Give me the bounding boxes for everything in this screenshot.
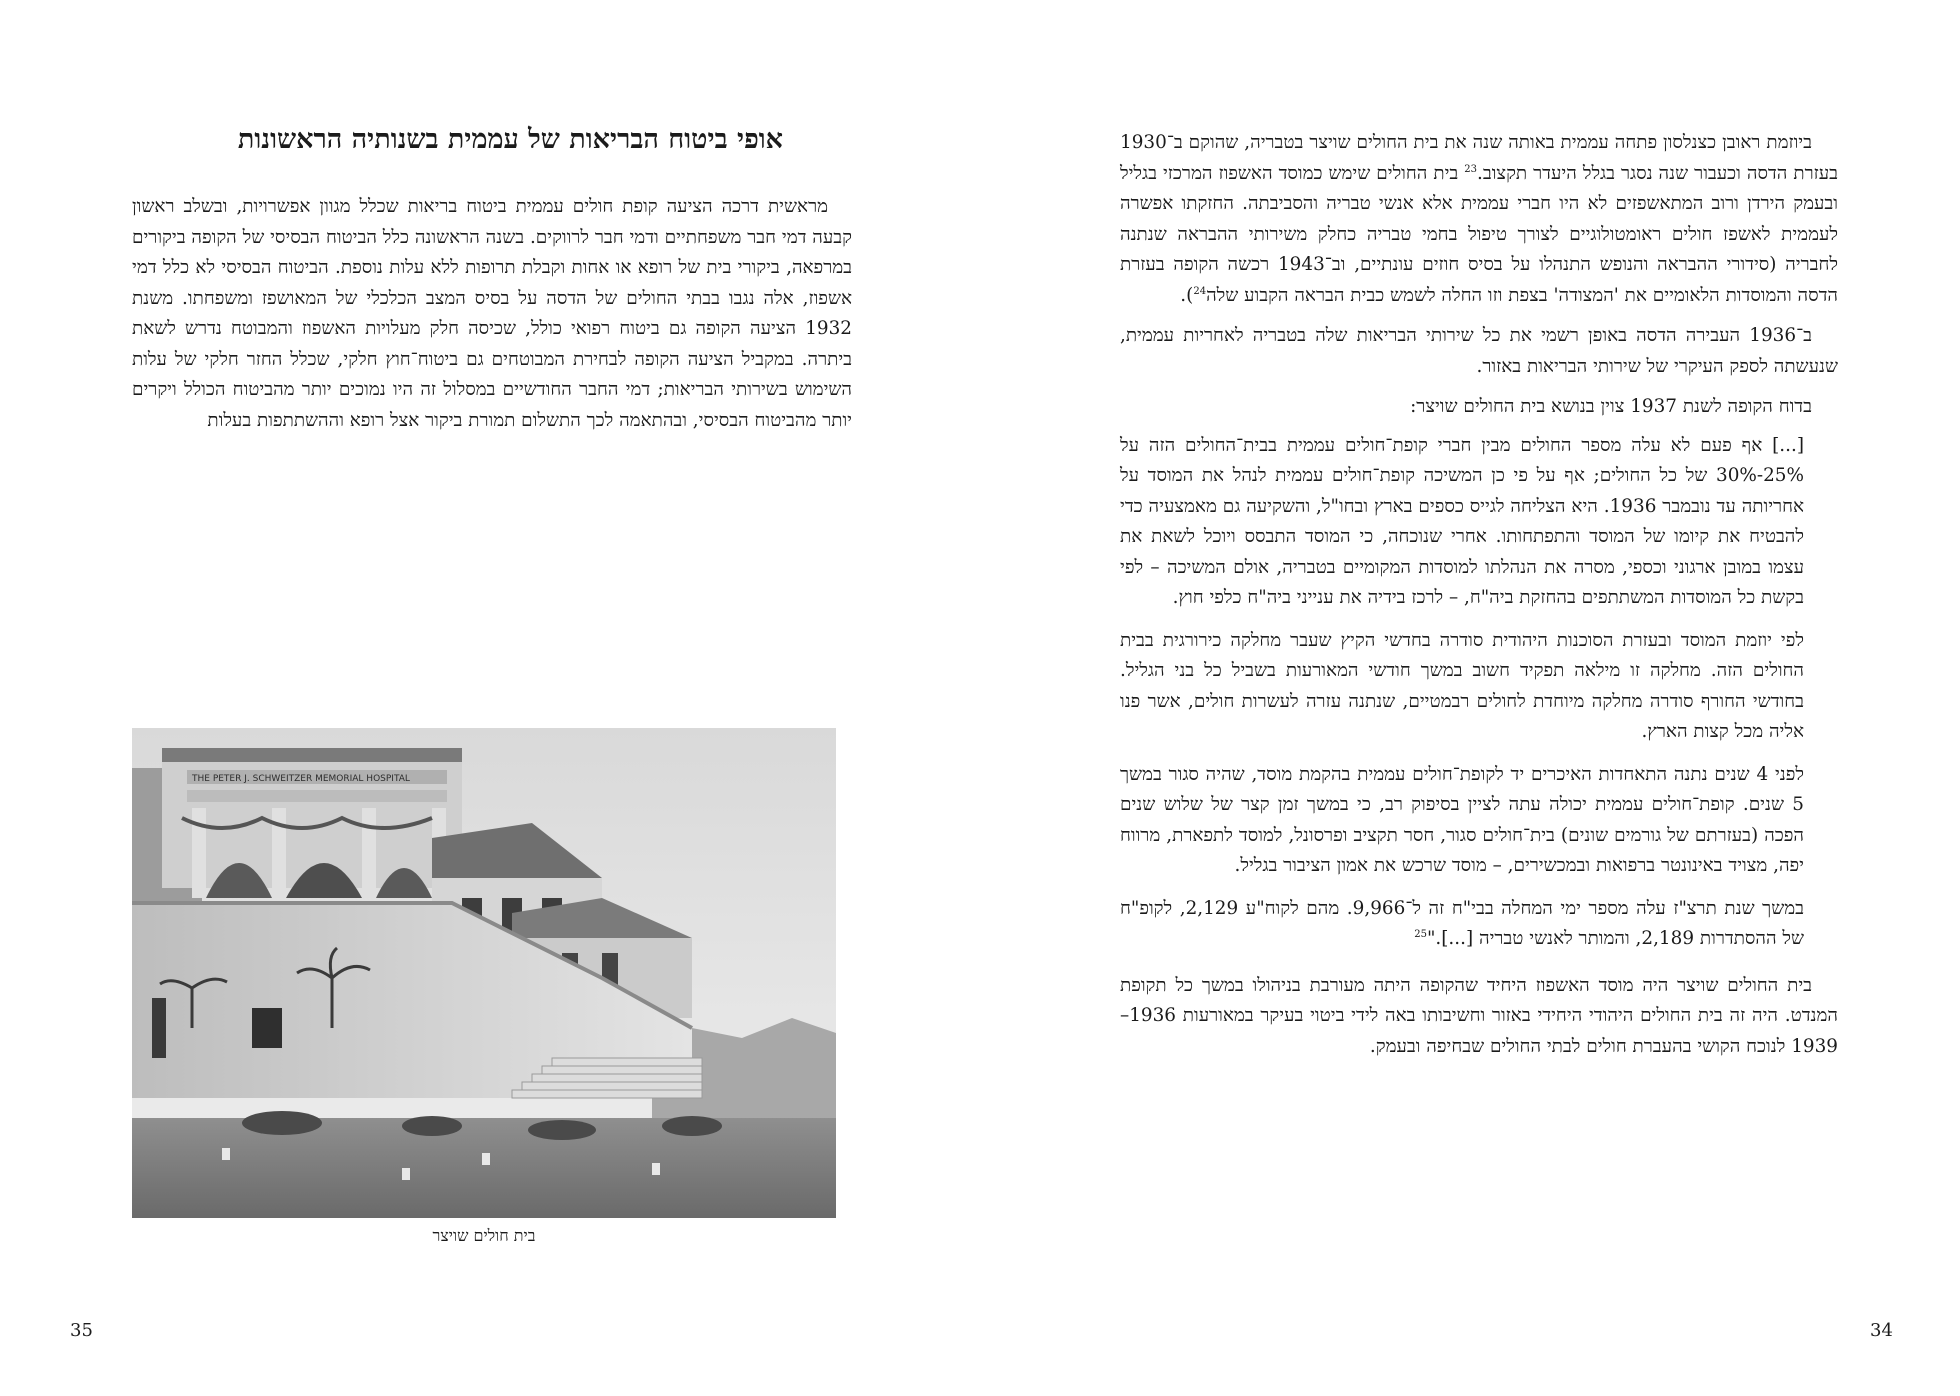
hospital-photo bbox=[132, 728, 836, 1218]
paragraph-mandate-role: בית החולים שויצר היה מוסד האשפוז היחיד שהקופה היתה מעורבת בניהולו במשך כל תקופת המנדט. היה זה בית החולים היהודי היחידי באזור וחשיבותו באה לידי ביטוי בעיקר במאורעות 1936–1939 לנוכח הקושי בהעברת חולים לבתי החולים שבחיפה ובעמק. bbox=[1120, 974, 1838, 1057]
footnote-23: 23 bbox=[1464, 163, 1478, 175]
page-number-left: 35 bbox=[70, 1320, 93, 1341]
left-body-paragraph: מראשית דרכה הציעה קופת חולים עממית ביטוח בריאות שכלל מגוון אפשרויות, ובשלב ראשון קבעה דמי חבר משפחתיים ודמי חבר לרווקים. בשנה הראשונה כלל הביטוח הבסיסי של הקופה ביקורים במרפאה, ביקורי בית של רופא או אחות וקבלת תרופות ללא עלות נוספת. הביטוח הבסיסי לא כלל דמי אשפוז, אלה נגבו בבתי החולים של הדסה על בסיס המצב הכלכלי של המאושפז ומשפחתו. משנת 1932 הציעה הקופה גם ביטוח רפואי כולל, שכיסה חלק מעלויות האשפוז והמבוטח נדרש לשאת ביתרה. במקביל הציעה הקופה לבחירת המבוטחים גם ביטוח־חוץ חלקי, שכלל החזר חלקי של עלות השימוש בשירותי הבריאות; דמי החבר החודשיים במסלול זה היו נמוכים יותר מהביטוח הכולל ויקרים יותר מהביטוח הבסיסי, ובהתאמה לכך התשלום תמורת ביקור אצל רופא וההשתתפות בעלות bbox=[132, 196, 852, 431]
footnote-24: 24 bbox=[1193, 285, 1207, 297]
paragraph-1936-transfer: ב־1936 העבירה הדסה באופן רשמי את כל שירותי הבריאות שלה בטבריה לאחריות עממית, שנעשתה לספק העיקרי של שירותי הבריאות באזור. bbox=[1120, 325, 1838, 377]
paragraph-schweitzer-intro: ביוזמת ראובן כצנלסון פתחה עממית באותה שנה את בית החולים שויצר בטבריה, שהוקם ב־1930 בעזרת הדסה וכעבור שנה נסגר בגלל היעדר תקצוב.$^{23}$ בית החולים שימש כמוסד האשפוז המרכזי בגליל ובעמק הירדן ורוב המתאשפזים לא היו חברי עממית אלא אנשי טבריה והסביבתה. החזקתו אפשרה לעממית לאשפז חולים ראומטולוגיים לצורך טיפול בחמי טבריה כחלק משירותי ההבראה שנתנה לחבריה (סידורי ההבראה והנופש התנהלו על בסיס חוזים עונתיים, וב־1943 רכשה הקופה בעזרת הדסה והמוסדות הלאומיים את 'המצודה' בצפת וזו החלה לשמש כבית הבראה הקבוע שלה$^{24}$). bbox=[1120, 132, 1839, 306]
section-title: אופי ביטוח הבריאות של עממית בשנותיה הראשונות bbox=[237, 124, 783, 155]
hospital-sign-text: THE PETER J. SCHWEITZER MEMORIAL HOSPITAL bbox=[192, 774, 410, 784]
quote-paragraph-4: במשך שנת תרצ"ז עלה מספר ימי המחלה בבי"ח זה ל־9,966. מהם לקוח"ע 2,129, לקופ"ח של ההסתדרות 2,189, והמותר לאנשי טבריה [...]."$^{25}$ bbox=[1120, 897, 1804, 949]
quote-intro: בדוח הקופה לשנת 1937 צוין בנושא בית החולים שויצר: bbox=[1410, 396, 1812, 417]
page-number-right: 34 bbox=[1870, 1320, 1893, 1341]
right-page bbox=[980, 0, 1960, 1396]
quote-paragraph-3: לפני 4 שנים נתנה התאחדות האיכרים יד לקופת־חולים עממית בהקמת מוסד, שהיה סגור במשך 5 שנים. קופת־חולים עממית יכולה עתה לציין בסיפוק רב, כי במשך זמן קצר של שלוש שנים הפכה (בעזרתם של גורמים שונים) בית־חולים סגור, חסר תקציב ופרסונל, למוסד לתפארת, מרווח יפה, מצויד באינונטר ברפואות ובמכשירים, – מוסד שרכש את אמון הציבור בגליל. bbox=[1120, 763, 1805, 876]
quote-paragraph-2: לפי יוזמת המוסד ובעזרת הסוכנות היהודית סודרה בחדשי הקיץ שעבר מחלקה כירורגית בבית החולים הזה. מחלקה זו מילאה תפקיד חשוב במשך חודשי המאורעות בשביל כל בני הגליל. בחודשי החורף סודרה מחלקה מיוחדת לחולים רבמטיים, שנתנה עזרה לעשרות חולים, אשר פנו אליה מכל קצות הארץ. bbox=[1120, 629, 1804, 742]
footnote-25: 25 bbox=[1414, 928, 1427, 940]
block-quote bbox=[1120, 431, 1838, 955]
quote-paragraph-1: [...] אף פעם לא עלה מספר החולים מבין חברי קופת־חולים עממית בבית־החולים הזה על 25%-30% של כל החולים; אף על פי כן המשיכה קופת־חולים עממית לנהל את המוסד על אחריותה עד נובמבר 1936. היא הצליחה לגייס כספים בארץ ובחו"ל, והשקיעה גם מאמצעיה כדי להבטיח את קיומו של המוסד והתפתחותו. אחרי שנוכחה, כי המוסד התבסס ויוכל לשאת את עצמו במובן ארגוני וכספי, מסרה את הנהלתו למוסדות המקומיים בטבריה, אולם המשיכה – לפי בקשת כל המוסדות המשתתפים בהחזקת ביה"ח, – לרכז בידיה את ענייני ביה"ח כלפי חוץ. bbox=[1120, 434, 1804, 608]
photo-caption: בית חולים שויצר bbox=[432, 1226, 536, 1245]
right-column bbox=[1120, 128, 1838, 1072]
